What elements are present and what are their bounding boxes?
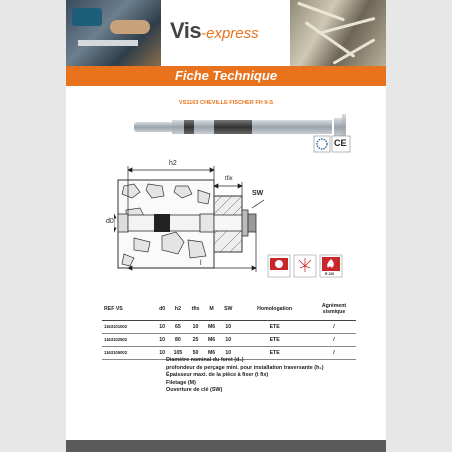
cell-sw: 10 — [225, 323, 232, 330]
title-banner — [66, 66, 386, 86]
anchor-bolt-illustration — [106, 108, 346, 152]
col-homologation: Homologation — [257, 305, 293, 312]
table-row — [102, 333, 356, 346]
label-l: l — [200, 260, 202, 267]
col-seismic: Agrément sismique — [321, 302, 347, 315]
specifications-table — [102, 298, 356, 360]
banner-title: Fiche Technique — [174, 68, 278, 83]
label-tfix: tfix — [225, 176, 233, 182]
technical-sheet-page — [66, 0, 386, 452]
footer-bar — [66, 440, 386, 452]
label-d0: d0 — [106, 218, 114, 225]
label-h2: h2 — [169, 160, 177, 167]
cell-h2: 105 — [173, 349, 183, 356]
cell-homologation: ETE — [269, 349, 280, 356]
cell-seismic: / — [333, 349, 335, 356]
col-d0: d0 — [159, 305, 166, 312]
cell-sw: 10 — [225, 349, 232, 356]
label-sw: SW — [252, 190, 264, 197]
legend-list — [166, 357, 366, 395]
cell-m: M6 — [207, 349, 216, 356]
cell-d0: 10 — [159, 336, 166, 343]
cell-homologation: ETE — [269, 323, 280, 330]
legend-item: Ouverture de clé (SW) — [166, 387, 223, 393]
cell-ref: 1163102502 — [104, 337, 128, 342]
col-ref: REF VS — [104, 305, 123, 312]
ce-mark: CE — [334, 138, 347, 148]
cell-h2: 65 — [175, 323, 181, 330]
cell-seismic: / — [333, 323, 335, 330]
cell-m: M6 — [207, 323, 216, 330]
cell-ref: 1163101002 — [104, 324, 128, 329]
vis-express-logo — [170, 18, 282, 48]
certification-badges — [312, 134, 354, 154]
legend-item: profondeur de perçage mini. pour installation traversante (h₂) — [166, 364, 324, 371]
legend-item: Filetage (M) — [166, 379, 196, 386]
seismic-icon-label: Sismique C2 — [268, 270, 283, 273]
header — [66, 0, 386, 66]
cell-h2: 80 — [175, 336, 181, 343]
fire-icon-label: R 120 — [325, 272, 335, 276]
product-title: VS1163 CHEVILLE FISCHER FH II-S — [178, 100, 274, 106]
cell-d0: 10 — [159, 323, 166, 330]
legend-item: Diamètre nominal du foret (d₀) — [166, 357, 244, 363]
table-header-row — [102, 298, 356, 320]
screws-photo — [290, 0, 386, 66]
table-row — [102, 320, 356, 333]
cell-m: M6 — [207, 336, 216, 343]
installation-drawing — [114, 156, 274, 280]
cell-ref: 1163105002 — [104, 350, 128, 355]
col-m: M — [209, 305, 214, 312]
col-sw: SW — [224, 305, 233, 312]
cell-seismic: / — [333, 336, 335, 343]
legend-item: Épaisseur maxi. de la pièce à fixer (t fix) — [166, 372, 269, 378]
tools-photo — [66, 0, 161, 66]
cell-tfix: 25 — [192, 336, 199, 343]
cell-homologation: ETE — [269, 336, 280, 343]
cell-d0: 10 — [159, 349, 166, 356]
logo-brand: Vis — [170, 18, 202, 43]
col-h2: h2 — [174, 305, 181, 312]
cell-tfix: 50 — [192, 349, 199, 356]
col-tfix: tfix — [191, 305, 200, 312]
logo-suffix: -express — [201, 25, 259, 42]
cell-sw: 10 — [225, 336, 232, 343]
cell-tfix: 10 — [192, 323, 199, 330]
